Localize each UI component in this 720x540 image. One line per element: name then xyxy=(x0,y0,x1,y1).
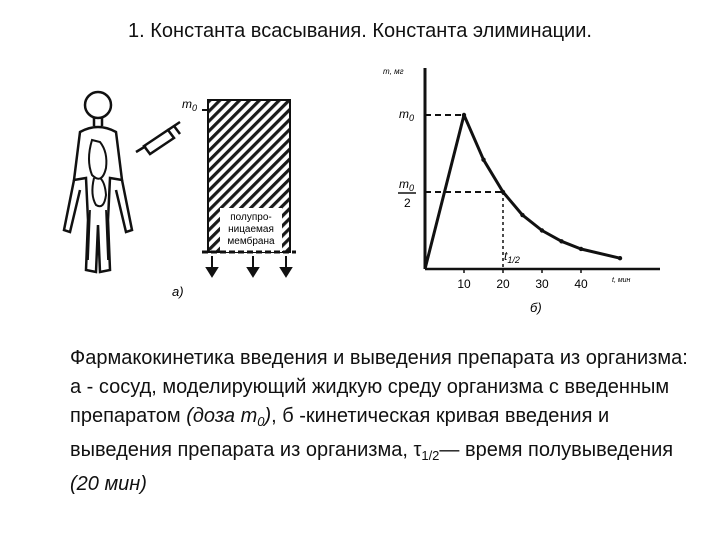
panel-a-label: а) xyxy=(172,284,184,299)
pharmacokinetics-figure xyxy=(50,60,690,330)
kinetic-curve-chart xyxy=(383,67,660,315)
kinetic-curve-line xyxy=(425,115,620,269)
membrane-label-line-2: ницаемая xyxy=(228,224,274,235)
syringe-icon xyxy=(136,122,180,154)
human-figure-icon xyxy=(64,92,132,272)
panel-b-label: б) xyxy=(530,300,542,315)
half-dose-numerator: $m_0$ xyxy=(399,177,415,193)
curve-point xyxy=(559,239,563,243)
x-tick-label: 30 xyxy=(535,277,549,291)
curve-point xyxy=(481,157,485,161)
half-dose-denominator: 2 xyxy=(404,196,411,210)
outflow-arrows xyxy=(207,256,291,276)
x-tick-label: 10 xyxy=(457,277,471,291)
caption-tau-sub: 1/2 xyxy=(421,448,440,463)
caption-part-3: — время полувыведения xyxy=(439,439,674,461)
curve-point xyxy=(618,256,622,260)
y-axis-label: m, мг xyxy=(383,67,404,76)
caption-part-1: Фармакокинетика введения и выведения препарата из организма: а - сосуд, моделирующий жидкую среду организма с введенным препаратом xyxy=(70,347,688,427)
x-tick-label: 40 xyxy=(574,277,588,291)
t-half-label: $t_{1/2}$ xyxy=(504,249,520,265)
curve-point xyxy=(520,213,524,217)
curve-point xyxy=(501,190,505,194)
x-axis-label: t, мин xyxy=(612,277,631,284)
caption-part-4: (20 мин) xyxy=(70,473,147,495)
figure-svg xyxy=(50,60,690,330)
caption-dose: (доза $m_0$) xyxy=(186,405,272,429)
x-tick-label: 20 xyxy=(496,277,510,291)
figure-caption xyxy=(70,344,690,499)
vessel-m0-label: $m_0$ xyxy=(182,97,198,113)
caption-tau: τ xyxy=(413,439,422,461)
membrane-label-line-3: мембрана xyxy=(227,236,275,247)
curve-point xyxy=(579,247,583,251)
caption-part-2: , б -кинетическая кривая введения и выведения препарата из организма, xyxy=(70,405,610,461)
m0-axis-label: $m_0$ xyxy=(399,107,415,123)
curve-point xyxy=(540,228,544,232)
curve-point xyxy=(462,113,466,117)
membrane-label-line-1: полупро- xyxy=(230,212,272,223)
slide-title: 1. Константа всасывания. Константа элиминации. xyxy=(128,20,592,42)
